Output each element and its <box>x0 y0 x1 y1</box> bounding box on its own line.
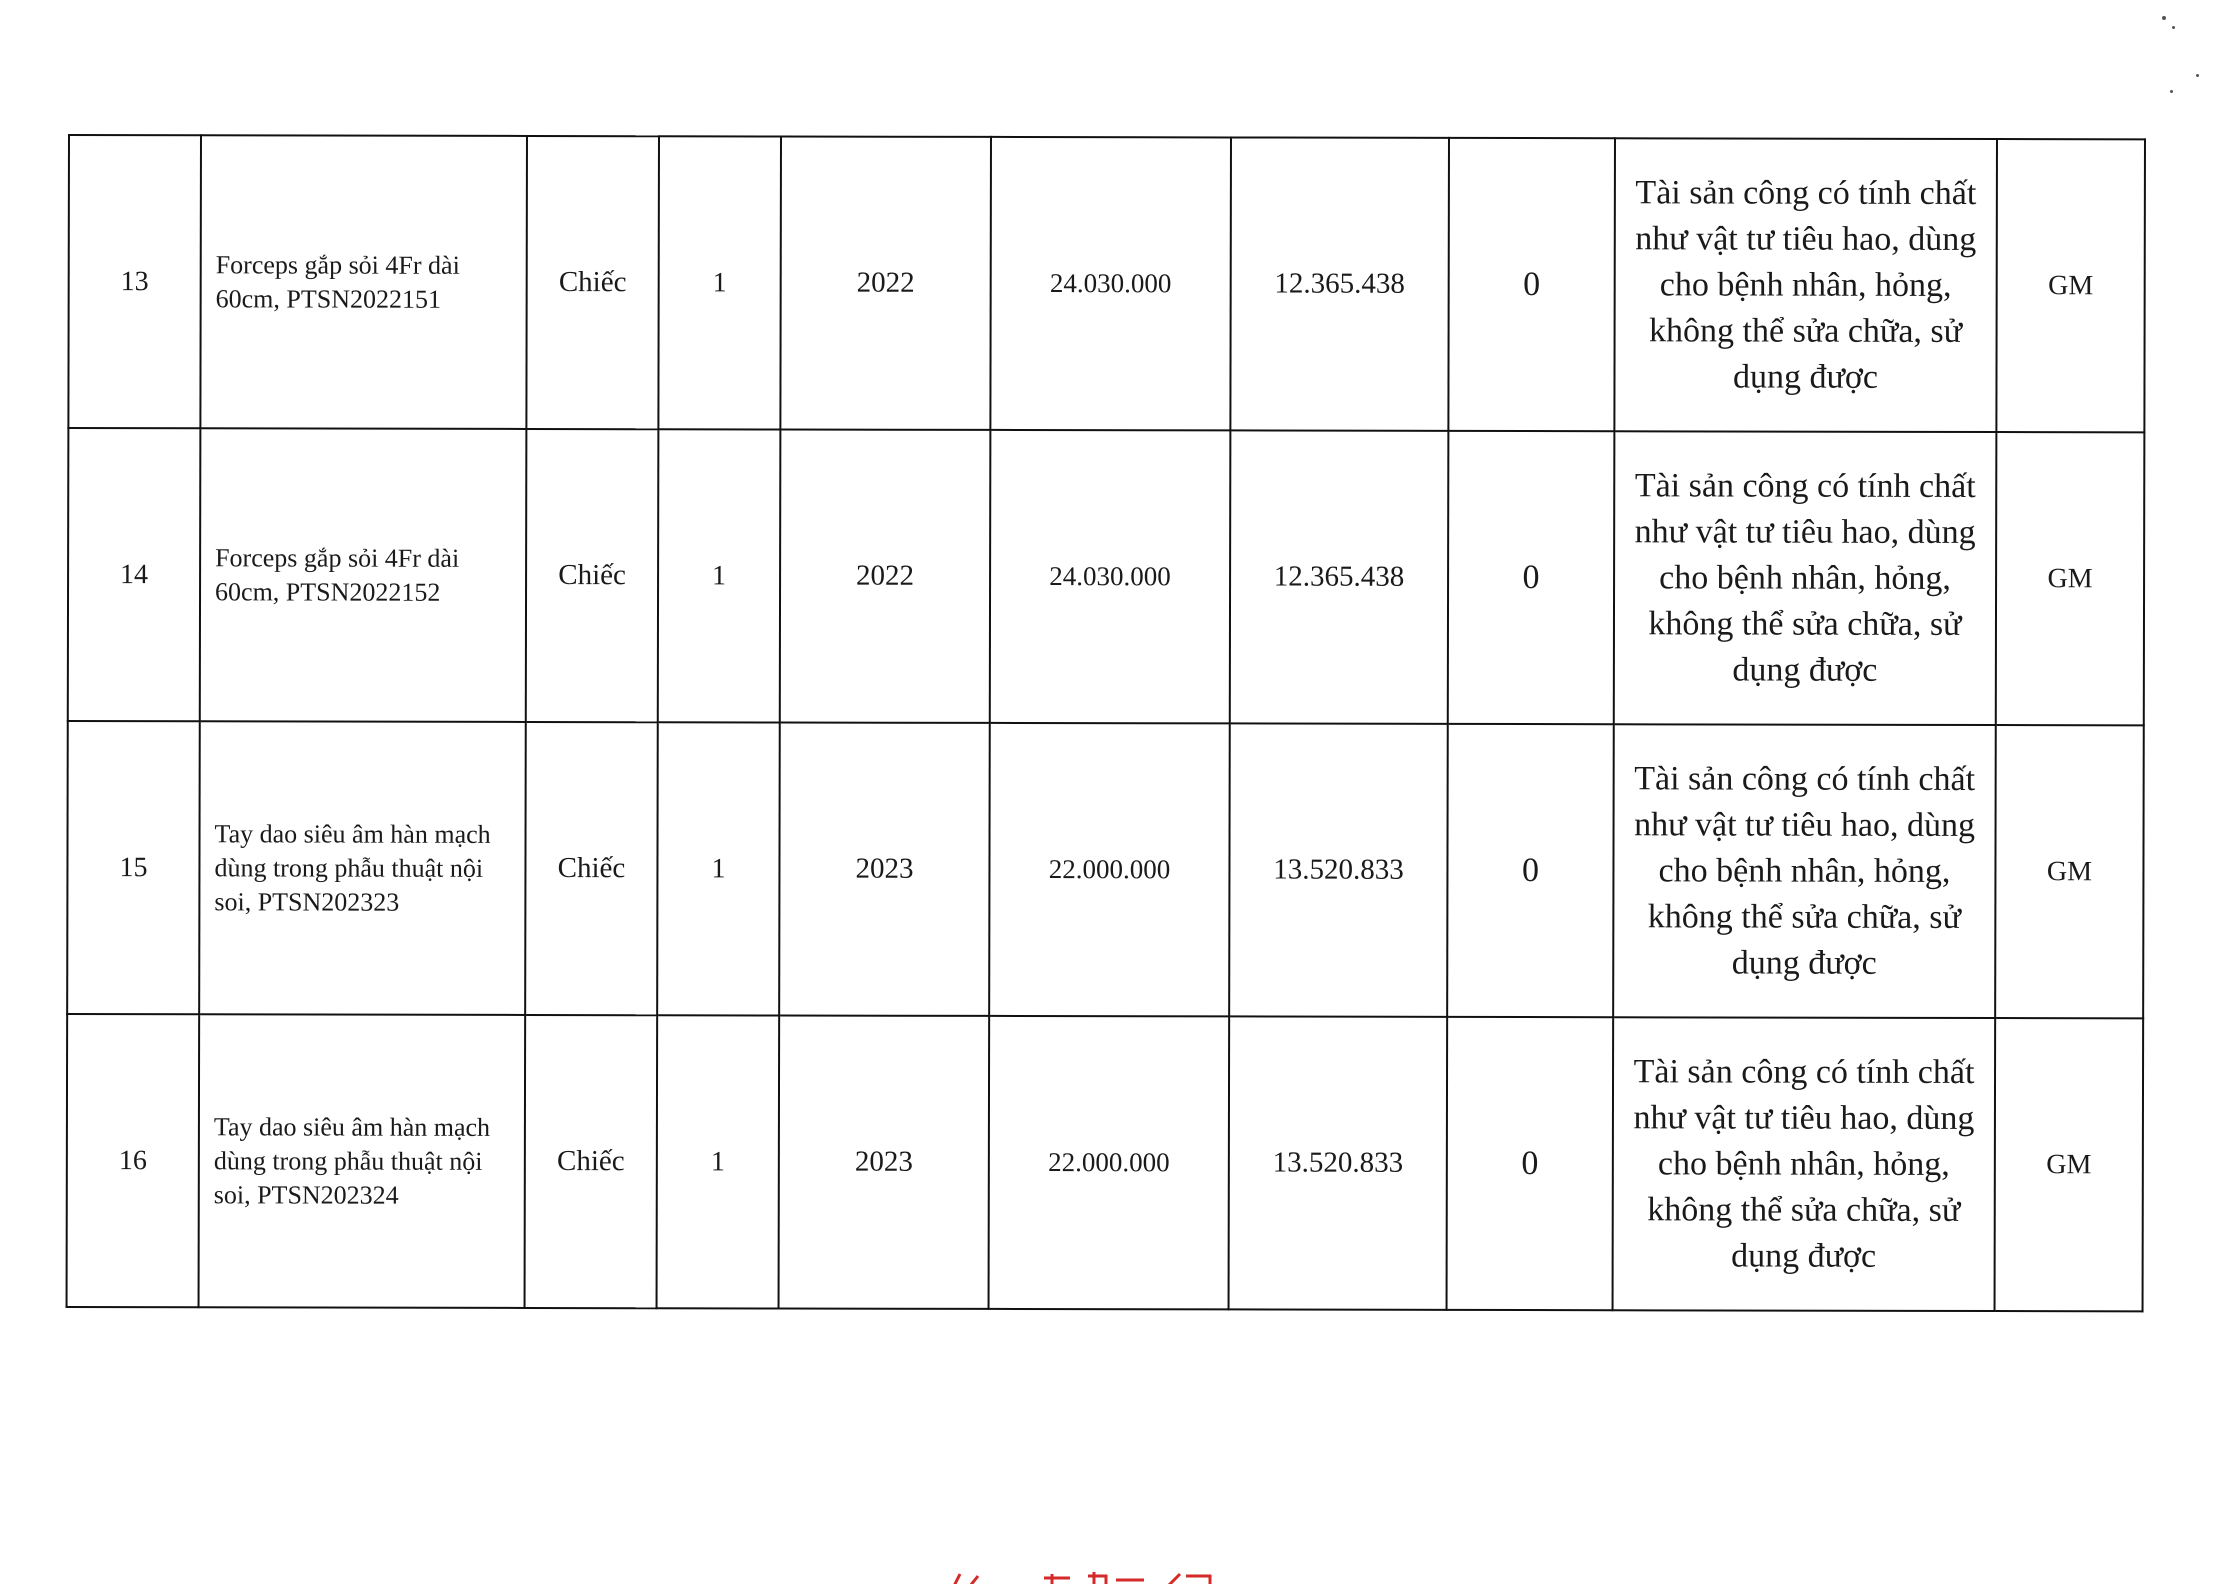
row-number: 16 <box>67 1014 200 1307</box>
row-number: 13 <box>68 135 201 428</box>
quantity: 1 <box>657 1015 780 1308</box>
quantity: 1 <box>657 722 780 1015</box>
disposal-reason: Tài sản công có tính chất như vật tư tiêu hao, dùng cho bệnh nhân, hỏng, không thể sửa chữa, sử dụng được <box>1613 724 1996 1018</box>
scan-speck <box>2162 16 2166 20</box>
disposal-reason: Tài sản công có tính chất như vật tư tiêu hao, dùng cho bệnh nhân, hỏng, không thể sửa chữa, sử dụng được <box>1614 431 1997 725</box>
disposal-method: GM <box>1996 432 2145 725</box>
stamp-icon <box>948 1572 1228 1584</box>
disposal-method: GM <box>1995 1018 2144 1311</box>
table-row <box>67 1014 2144 1311</box>
original-value: 24.030.000 <box>990 430 1231 724</box>
unit: Chiếc <box>526 429 659 722</box>
disposal-method: GM <box>1996 139 2145 432</box>
scan-speck <box>2196 74 2199 77</box>
table-row <box>67 721 2144 1018</box>
table-body <box>67 135 2145 1311</box>
asset-name: Forceps gắp sỏi 4Fr dài 60cm, PTSN2022152 <box>200 428 527 722</box>
year-in-use: 2023 <box>779 1015 990 1308</box>
remaining-value: 13.520.833 <box>1229 723 1448 1016</box>
asset-name: Forceps gắp sỏi 4Fr dài 60cm, PTSN2022151 <box>200 135 527 429</box>
row-number: 14 <box>68 428 201 721</box>
asset-name: Tay dao siêu âm hàn mạch dùng trong phẫu thuật nội soi, PTSN202324 <box>199 1014 526 1308</box>
asset-name: Tay dao siêu âm hàn mạch dùng trong phẫu thuật nội soi, PTSN202323 <box>199 721 526 1015</box>
quantity: 1 <box>658 136 781 429</box>
unit: Chiếc <box>525 1015 658 1308</box>
scan-speck <box>2172 26 2175 29</box>
table-row <box>68 428 2145 725</box>
table-row <box>68 135 2145 432</box>
original-value: 22.000.000 <box>989 723 1230 1017</box>
scan-speck <box>2170 90 2173 93</box>
disposal-reason: Tài sản công có tính chất như vật tư tiêu hao, dùng cho bệnh nhân, hỏng, không thể sửa chữa, sử dụng được <box>1613 1017 1996 1311</box>
unit: Chiếc <box>526 136 659 429</box>
unit: Chiếc <box>525 722 658 1015</box>
year-in-use: 2023 <box>779 722 990 1015</box>
remaining-value: 12.365.438 <box>1230 137 1449 430</box>
red-stamp-fragment <box>948 1572 1228 1584</box>
quantity: 1 <box>658 429 781 722</box>
original-value: 22.000.000 <box>989 1016 1230 1310</box>
remaining-value: 12.365.438 <box>1230 430 1449 723</box>
recovered-value: 0 <box>1448 431 1615 724</box>
year-in-use: 2022 <box>780 136 991 429</box>
disposal-method: GM <box>1995 725 2144 1018</box>
remaining-value: 13.520.833 <box>1229 1016 1448 1309</box>
recovered-value: 0 <box>1447 1017 1614 1310</box>
year-in-use: 2022 <box>780 429 991 722</box>
original-value: 24.030.000 <box>990 137 1231 431</box>
recovered-value: 0 <box>1448 138 1615 431</box>
recovered-value: 0 <box>1447 724 1614 1017</box>
row-number: 15 <box>67 721 200 1014</box>
disposal-reason: Tài sản công có tính chất như vật tư tiêu hao, dùng cho bệnh nhân, hỏng, không thể sửa chữa, sử dụng được <box>1614 138 1997 432</box>
asset-disposal-table <box>66 134 2146 1312</box>
